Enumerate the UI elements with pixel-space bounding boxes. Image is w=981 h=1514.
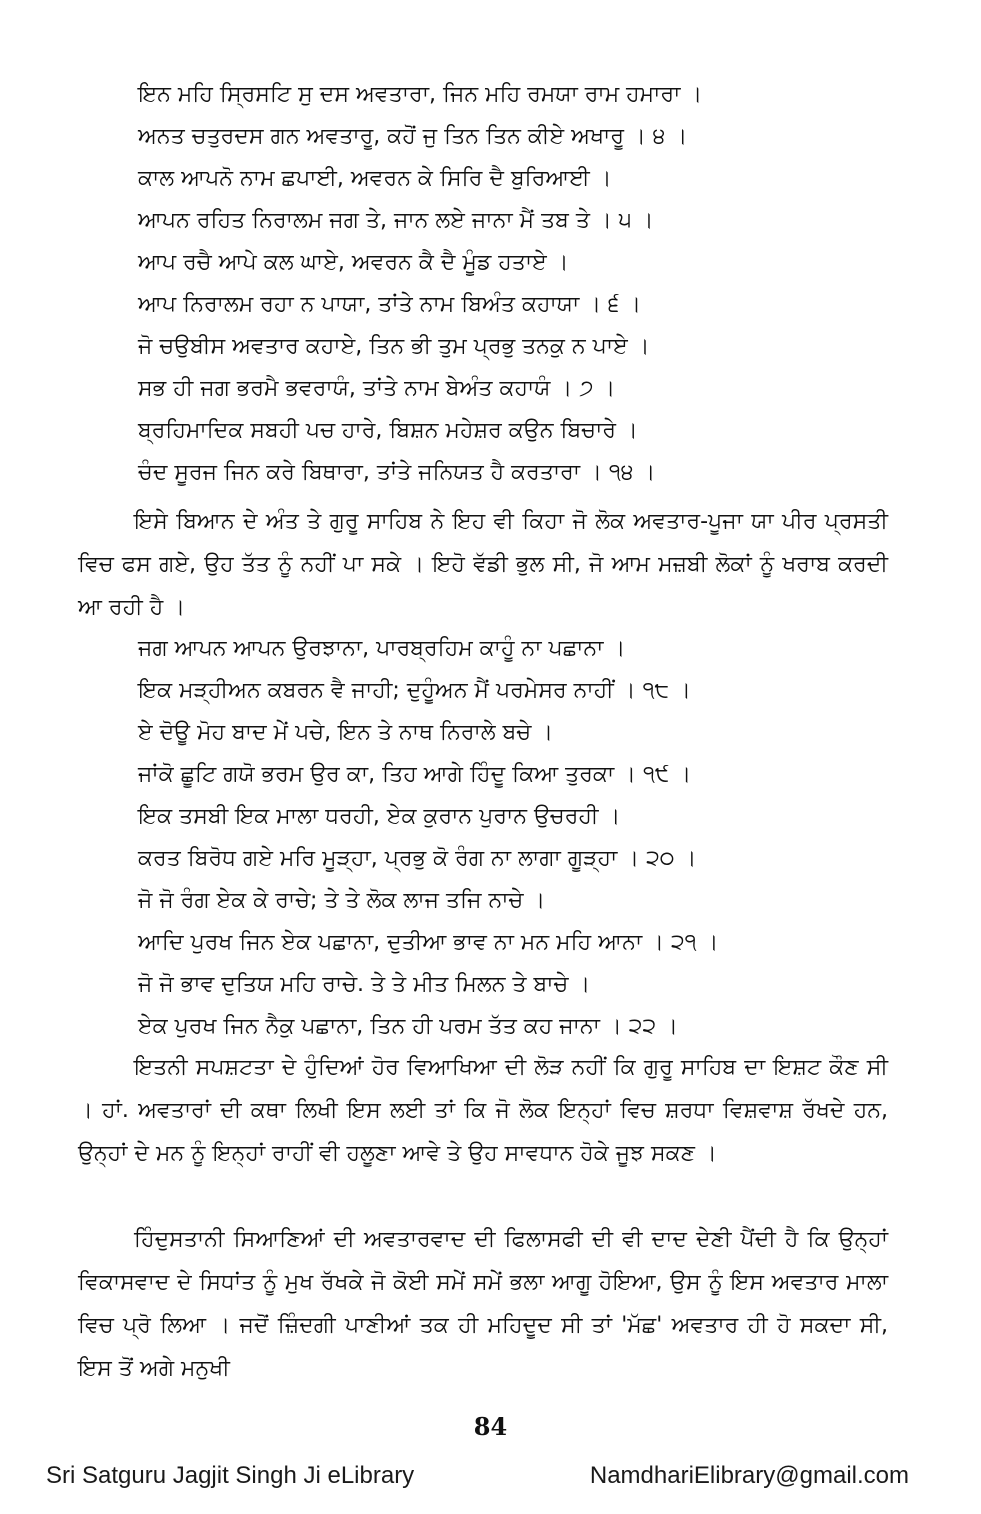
verse-line: ਇਕ ਤਸਬੀ ਇਕ ਮਾਲਾ ਧਰਹੀ, ਏਕ ਕੁਰਾਨ ਪੁਰਾਨ ਉਚਰਹੀ । — [138, 804, 621, 829]
verse-line: ਜਗ ਆਪਨ ਆਪਨ ਉਰਝਾਨਾ, ਪਾਰਬ੍ਰਹਿਮ ਕਾਹੂੰ ਨਾ ਪਛਾਨਾ । — [138, 636, 626, 661]
verse-line: ਆਪ ਰਚੈ ਆਪੇ ਕਲ ਘਾਏ, ਅਵਰਨ ਕੈ ਦੈ ਮੂੰਡ ਹਤਾਏ । — [138, 250, 569, 275]
paragraph-text: ਹਿੰਦੁਸਤਾਨੀ ਸਿਆਣਿਆਂ ਦੀ ਅਵਤਾਰਵਾਦ ਦੀ ਫਿਲਾਸਫੀ ਦੀ ਵੀ ਦਾਦ ਦੇਣੀ ਪੈਂਦੀ ਹੈ ਕਿ ਉਨ੍ਹਾਂ ਵਿਕਾਸਵਾਦ ਦੇ ਸਿਧਾਂਤ ਨੂੰ ਮੁਖ ਰੱਖਕੇ ਜੋ ਕੋਈ ਸਮੇਂ ਸਮੇਂ ਭਲਾ ਆਗੂ ਹੋਇਆ, ਉਸ ਨੂੰ ਇਸ ਅਵਤਾਰ ਮਾਲਾ ਵਿਚ ਪ੍ਰੋ ਲਿਆ । ਜਦੋਂ ਜ਼ਿੰਦਗੀ ਪਾਣੀਆਂ ਤਕ ਹੀ ਮਹਿਦੂਦ ਸੀ ਤਾਂ 'ਮੱਛ' ਅਵਤਾਰ ਹੀ ਹੋ ਸਕਦਾ ਸੀ, ਇਸ ਤੋਂ ਅਗੇ ਮਨੁਖੀ — [78, 1227, 888, 1381]
verse-line: ਏ ਦੋਊ ਮੋਹ ਬਾਦ ਮੇਂ ਪਚੇ, ਇਨ ਤੇ ਨਾਥ ਨਿਰਾਲੇ ਬਚੇ । — [138, 720, 554, 745]
verse-line: ਏਕ ਪੁਰਖ ਜਿਨ ਨੈਕੁ ਪਛਾਨਾ, ਤਿਨ ਹੀ ਪਰਮ ਤੱਤ ਕਹ ਜਾਨਾ । ੨੨ । — [138, 1014, 678, 1039]
verse-line: ਕਾਲ ਆਪਨੋ ਨਾਮ ਛਪਾਈ, ਅਵਰਨ ਕੇ ਸਿਰਿ ਦੈ ਬੁਰਿਆਈ । — [138, 166, 612, 191]
footer-email: NamdhariElibrary@gmail.com — [589, 1462, 909, 1489]
verse-line: ਅਨਤ ਚਤੁਰਦਸ ਗਨ ਅਵਤਾਰੂ, ਕਹੋਂ ਜੁ ਤਿਨ ਤਿਨ ਕੀਏ ਅਖਾਰੂ । ੪ । — [138, 124, 688, 149]
verse-block-top — [100, 74, 860, 494]
paragraph-text: ਇਸੇ ਬਿਆਨ ਦੇ ਅੰਤ ਤੇ ਗੁਰੂ ਸਾਹਿਬ ਨੇ ਇਹ ਵੀ ਕਿਹਾ ਜੋ ਲੋਕ ਅਵਤਾਰ-ਪੂਜਾ ਯਾ ਪੀਰ ਪ੍ਰਸਤੀ ਵਿਚ ਫਸ ਗਏ, ਉਹ ਤੱਤ ਨੂੰ ਨਹੀਂ ਪਾ ਸਕੇ । ਇਹੋ ਵੱਡੀ ਭੁਲ ਸੀ, ਜੋ ਆਮ ਮਜ਼ਬੀ ਲੋਕਾਂ ਨੂੰ ਖਰਾਬ ਕਰਦੀ ਆ ਰਹੀ ਹੈ । — [78, 509, 888, 620]
page-number: 84 — [473, 1412, 508, 1441]
verse-line: ਬ੍ਰਹਿਮਾਦਿਕ ਸਬਹੀ ਪਚ ਹਾਰੇ, ਬਿਸ਼ਨ ਮਹੇਸ਼ਰ ਕਉਨ ਬਿਚਾਰੇ । — [138, 418, 638, 443]
paragraph-1 — [78, 500, 888, 629]
verse-line: ਜੋ ਜੋ ਰੰਗ ਏਕ ਕੇ ਰਾਚੇ; ਤੇ ਤੇ ਲੋਕ ਲਾਜ ਤਜਿ ਨਾਚੇ । — [138, 888, 546, 913]
verse-line: ਜਾਂਕੋ ਛੂਟਿ ਗਯੋ ਭਰਮ ਉਰ ਕਾ, ਤਿਹ ਆਗੇ ਹਿੰਦੂ ਕਿਆ ਤੁਰਕਾ । ੧੯ । — [138, 762, 692, 787]
verse-block-mid — [100, 628, 860, 1048]
paragraph-3 — [78, 1218, 888, 1390]
verse-line: ਸਭ ਹੀ ਜਗ ਭਰਮੈ ਭਵਰਾਯੰ, ਤਾਂਤੇ ਨਾਮ ਬੇਅੰਤ ਕਹਾਯੰ । ੭ । — [138, 376, 616, 401]
verse-line: ਚੰਦ ਸੂਰਜ ਜਿਨ ਕਰੇ ਬਿਥਾਰਾ, ਤਾਂਤੇ ਜਨਿਯਤ ਹੈ ਕਰਤਾਰਾ । ੧੪ । — [138, 460, 656, 485]
paragraph-2 — [78, 1046, 888, 1175]
verse-line: ਆਪਨ ਰਹਿਤ ਨਿਰਾਲਮ ਜਗ ਤੇ, ਜਾਨ ਲਏ ਜਾਨਾ ਮੈਂ ਤਬ ਤੇ । ੫ । — [138, 208, 654, 233]
verse-line: ਜੋ ਜੋ ਭਾਵ ਦੁਤਿਯ ਮਹਿ ਰਾਚੇ. ਤੇ ਤੇ ਮੀਤ ਮਿਲਨ ਤੇ ਬਾਚੇ । — [138, 972, 591, 997]
paragraph-text: ਇਤਨੀ ਸਪਸ਼ਟਤਾ ਦੇ ਹੁੰਦਿਆਂ ਹੋਰ ਵਿਆਖਿਆ ਦੀ ਲੋੜ ਨਹੀਂ ਕਿ ਗੁਰੂ ਸਾਹਿਬ ਦਾ ਇਸ਼ਟ ਕੌਣ ਸੀ । ਹਾਂ. ਅਵਤਾਰਾਂ ਦੀ ਕਥਾ ਲਿਖੀ ਇਸ ਲਈ ਤਾਂ ਕਿ ਜੋ ਲੋਕ ਇਨ੍ਹਾਂ ਵਿਚ ਸ਼ਰਧਾ ਵਿਸ਼ਵਾਸ਼ ਰੱਖਦੇ ਹਨ, ਉਨ੍ਹਾਂ ਦੇ ਮਨ ਨੂੰ ਇਨ੍ਹਾਂ ਰਾਹੀਂ ਵੀ ਹਲੂਣਾ ਆਵੇ ਤੇ ਉਹ ਸਾਵਧਾਨ ਹੋਕੇ ਜੂਝ ਸਕਣ । — [78, 1055, 888, 1166]
verse-line: ਕਰਤ ਬਿਰੋਧ ਗਏ ਮਰਿ ਮੂੜ੍ਹਾ, ਪ੍ਰਭੁ ਕੋ ਰੰਗ ਨਾ ਲਾਗਾ ਗੂੜ੍ਹਾ । ੨੦ । — [138, 846, 697, 871]
verse-line: ਇਨ ਮਹਿ ਸ੍ਰਿਸਟਿ ਸੁ ਦਸ ਅਵਤਾਰਾ, ਜਿਨ ਮਹਿ ਰਮਯਾ ਰਾਮ ਹਮਾਰਾ । — [138, 82, 703, 107]
verse-line: ਜੋ ਚਉਬੀਸ ਅਵਤਾਰ ਕਹਾਏ, ਤਿਨ ਭੀ ਤੁਮ ਪ੍ਰਭੁ ਤਨਕੁ ਨ ਪਾਏ । — [138, 334, 650, 359]
verse-line: ਆਪ ਨਿਰਾਲਮ ਰਹਾ ਨ ਪਾਯਾ, ਤਾਂਤੇ ਨਾਮ ਬਿਅੰਤ ਕਹਾਯਾ । ੬ । — [138, 292, 642, 317]
verse-line: ਆਦਿ ਪੁਰਖ ਜਿਨ ਏਕ ਪਛਾਨਾ, ਦੁਤੀਆ ਭਾਵ ਨਾ ਮਨ ਮਹਿ ਆਨਾ । ੨੧ । — [138, 930, 719, 955]
verse-line: ਇਕ ਮੜ੍ਹੀਅਨ ਕਬਰਨ ਵੈ ਜਾਹੀ; ਦੁਹੂੰਅਨ ਮੈਂ ਪਰਮੇਸਰ ਨਾਹੀਂ । ੧੮ । — [138, 678, 691, 703]
footer-library-name: Sri Satguru Jagjit Singh Ji eLibrary — [46, 1462, 415, 1489]
